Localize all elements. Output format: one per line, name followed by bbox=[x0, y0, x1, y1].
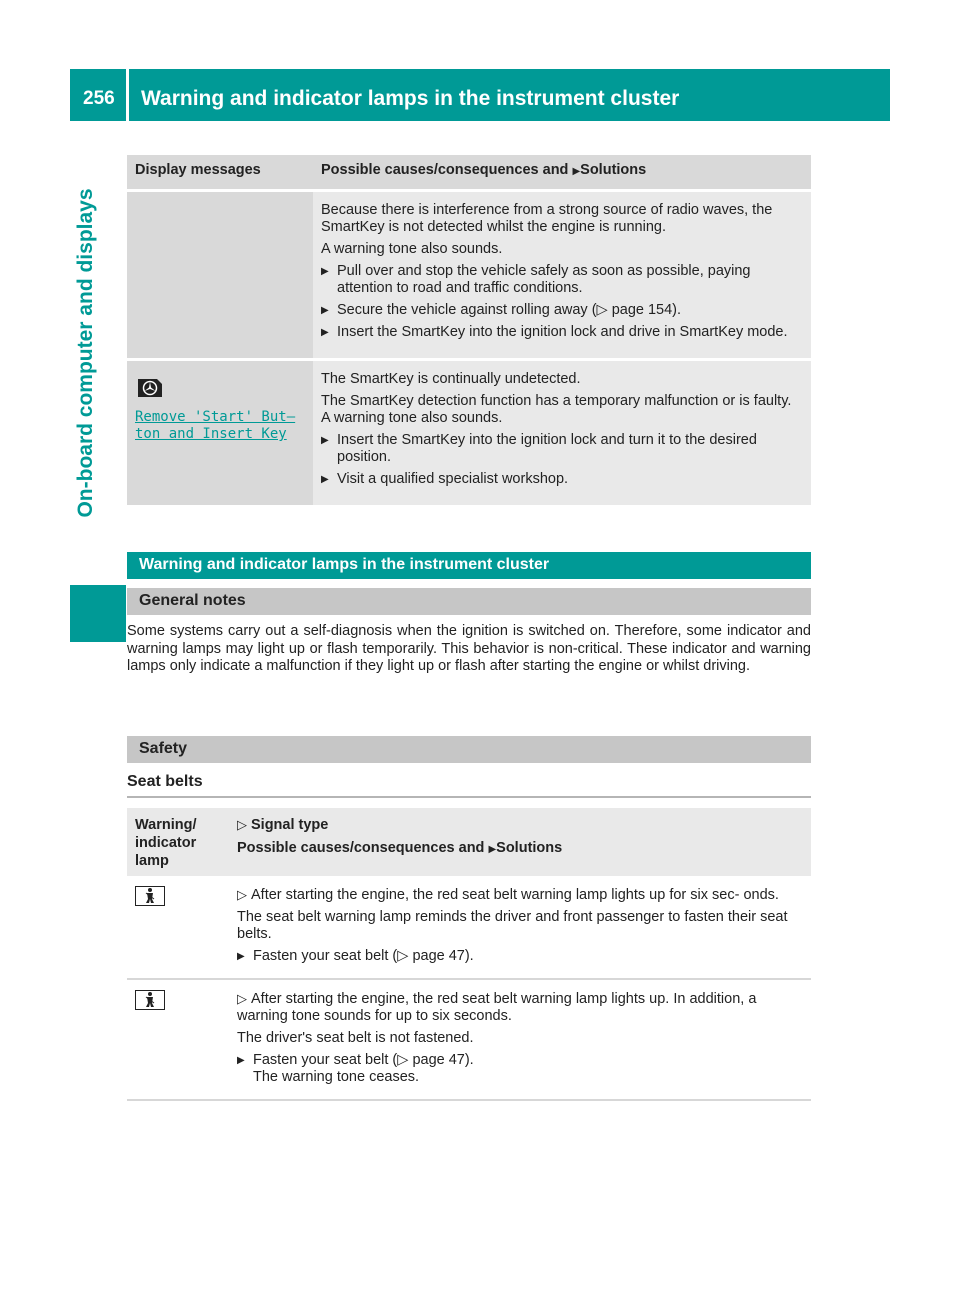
header-causes-text: Possible causes/consequences and bbox=[321, 162, 569, 178]
smartkey-icon bbox=[135, 371, 165, 401]
instruction-item: ▶ Secure the vehicle against rolling away (▷ page 154). bbox=[321, 302, 682, 318]
instruction-item: ▶ Fasten your seat belt (▷ page 47). bbox=[237, 1052, 474, 1068]
signal-triangle-icon: ▷ bbox=[237, 887, 247, 902]
header-solutions-text: Solutions bbox=[496, 840, 563, 856]
description-cell bbox=[229, 979, 811, 1100]
instruction-item: ▶ Insert the SmartKey into the ignition lock and turn it to the desired position. bbox=[321, 432, 757, 465]
divider bbox=[127, 796, 811, 798]
seatbelt-warning-icon bbox=[135, 990, 165, 1010]
table-header-row bbox=[127, 155, 811, 189]
instruction-item: ▶ Pull over and stop the vehicle safely as soon as possible, paying attention to road and traffic conditions. bbox=[321, 263, 751, 296]
instruction-continuation: The warning tone ceases. bbox=[253, 1069, 420, 1085]
instruction-item: ▶ Insert the SmartKey into the ignition lock and drive in SmartKey mode. bbox=[321, 324, 788, 340]
signal-triangle-icon: ▷ bbox=[237, 991, 247, 1006]
arrow-right-icon: ▶ bbox=[321, 327, 329, 338]
general-notes-text: Some systems carry out a self-diagnosis when the ignition is switched on. Therefore, some indicator and warning lamps may light up or flash temporarily. This behavior is non-critical. These indicator and warning lamps only indicate a malfunction if they light up or flash after starting the engine or whilst driving. bbox=[127, 623, 811, 674]
description-text: ▷ After starting the engine, the red seat belt warning lamp lights up for six sec- onds. bbox=[237, 887, 779, 903]
instruction-item: ▶ Fasten your seat belt (▷ page 47). bbox=[237, 948, 474, 964]
subsection-heading-safety: Safety bbox=[127, 736, 811, 763]
table-row bbox=[127, 979, 811, 1100]
description-text: The SmartKey is continually undetected. bbox=[321, 371, 581, 387]
description-cell bbox=[229, 876, 811, 979]
arrow-right-icon: ▶ bbox=[488, 844, 497, 855]
description-text: The driver's seat belt is not fastened. bbox=[237, 1030, 474, 1046]
description-cell bbox=[313, 192, 811, 358]
column-header-display-messages: Display messages bbox=[127, 155, 313, 189]
section-heading: Warning and indicator lamps in the instrument cluster bbox=[127, 552, 811, 579]
table-row bbox=[127, 876, 811, 979]
display-message-line: Remove 'Start' But– bbox=[135, 409, 296, 425]
header-causes-text: Possible causes/consequences and bbox=[237, 840, 485, 856]
signal-triangle-icon: ▷ bbox=[237, 817, 247, 832]
column-header-lamp: Warning/ indicator lamp bbox=[127, 808, 229, 876]
arrow-right-icon: ▶ bbox=[321, 305, 329, 316]
arrow-right-icon: ▶ bbox=[572, 166, 581, 177]
table-row bbox=[127, 192, 811, 358]
description-text: Because there is interference from a strong source of radio waves, the SmartKey is not detected whilst the engine is running. bbox=[321, 202, 773, 235]
header-signal-type: Signal type bbox=[251, 817, 329, 833]
arrow-right-icon: ▶ bbox=[321, 435, 329, 446]
description-cell bbox=[313, 361, 811, 505]
message-cell bbox=[127, 192, 313, 358]
seatbelt-warning-icon bbox=[135, 886, 165, 906]
arrow-right-icon: ▶ bbox=[321, 474, 329, 485]
description-text: ▷ After starting the engine, the red seat belt warning lamp lights up. In addition, a warning tone sounds for up to six seconds. bbox=[237, 991, 757, 1024]
subsection-heading-general-notes: General notes bbox=[127, 588, 811, 615]
column-header-signal bbox=[229, 808, 811, 876]
description-text: A warning tone also sounds. bbox=[321, 241, 503, 257]
message-cell bbox=[127, 361, 313, 505]
header-solutions-text: Solutions bbox=[580, 162, 647, 178]
display-messages-table bbox=[127, 155, 811, 505]
arrow-right-icon: ▶ bbox=[237, 951, 245, 962]
side-tab-label: On-board computer and displays bbox=[74, 188, 97, 518]
description-text: The seat belt warning lamp reminds the driver and front passenger to fasten their seat belts. bbox=[237, 909, 788, 942]
display-message-line: ton and Insert Key bbox=[135, 426, 287, 442]
arrow-right-icon: ▶ bbox=[321, 266, 329, 277]
lamp-cell bbox=[127, 876, 229, 979]
seat-belts-heading: Seat belts bbox=[127, 773, 203, 790]
table-row bbox=[127, 361, 811, 505]
lamp-cell bbox=[127, 979, 229, 1100]
column-header-causes bbox=[313, 155, 811, 189]
arrow-right-icon: ▶ bbox=[237, 1055, 245, 1066]
description-text: The SmartKey detection function has a temporary malfunction or is faulty. A warning tone also sounds. bbox=[321, 393, 792, 426]
page-number: 256 bbox=[70, 69, 126, 121]
side-tab-marker bbox=[70, 585, 126, 642]
instruction-item: ▶ Visit a qualified specialist workshop. bbox=[321, 471, 569, 487]
chapter-header: Warning and indicator lamps in the instrument cluster bbox=[129, 69, 890, 121]
table-header-row bbox=[127, 808, 811, 876]
seat-belt-lamps-table bbox=[127, 808, 811, 1101]
